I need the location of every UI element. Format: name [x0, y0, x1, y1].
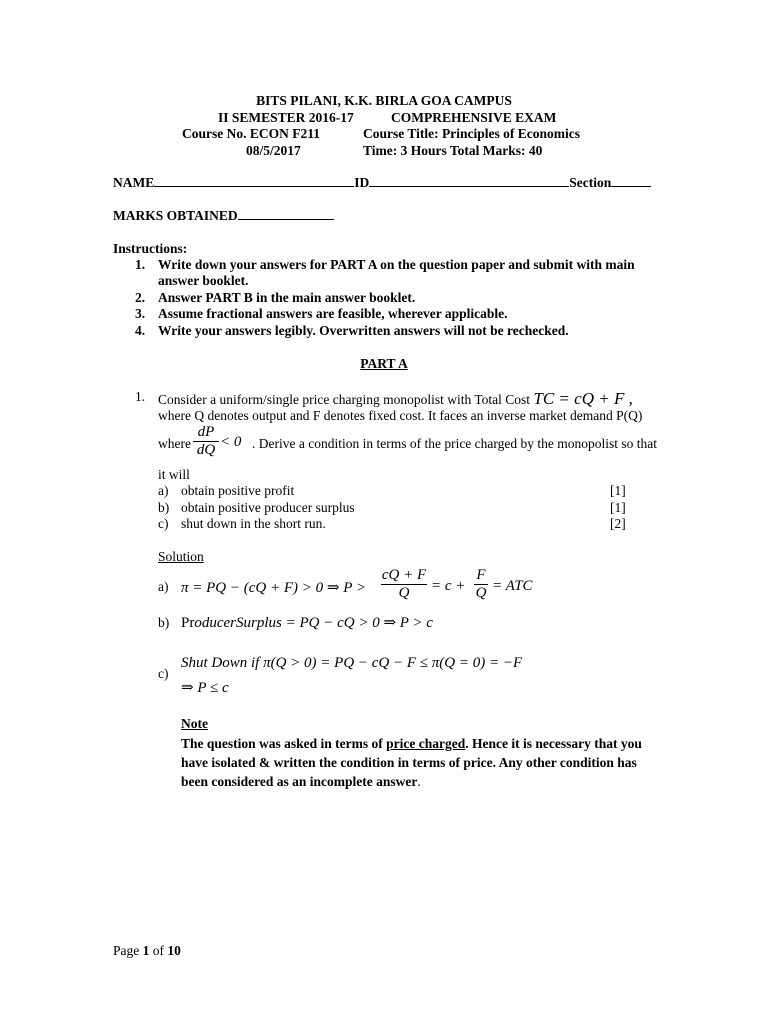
part-title: PART A	[360, 356, 408, 371]
solution-c-line-2: ⇒ P ≤ c	[181, 680, 229, 696]
id-blank	[369, 175, 569, 187]
section-blank	[611, 175, 651, 187]
marks-label: MARKS OBTAINED	[113, 208, 238, 223]
derivative-relation: < 0	[220, 434, 242, 450]
part-a-label: a)	[158, 483, 169, 498]
solution-a-mid: = c +	[431, 578, 466, 594]
part-a-text: obtain positive profit	[181, 483, 295, 498]
name-blank	[154, 175, 354, 187]
instruction-4: Write your answers legibly. Overwritten answers will not be rechecked.	[158, 323, 569, 338]
section-label: Section	[569, 175, 612, 190]
solution-a-fraction-1-den: Q	[398, 585, 410, 601]
part-b-marks: [1]	[610, 500, 626, 515]
exam-type: COMPREHENSIVE EXAM	[391, 110, 557, 125]
page-word: Page	[113, 943, 140, 958]
solution-a-end: = ATC	[492, 578, 533, 594]
derivative-fraction	[193, 424, 219, 459]
question-text-3: . Derive a condition in terms of the price charged by the monopolist so that	[252, 436, 658, 451]
course-number: Course No. ECON F211	[182, 126, 320, 141]
semester: II SEMESTER 2016-17	[218, 110, 354, 125]
solution-b-formula	[181, 613, 433, 632]
part-a-marks: [1]	[610, 483, 626, 498]
page-total: 10	[167, 943, 181, 958]
name-field	[113, 175, 651, 191]
instructions-title: Instructions:	[113, 241, 188, 256]
part-c-text: shut down in the short run.	[181, 516, 326, 531]
marks-blank	[238, 208, 334, 220]
derivative-numerator: dP	[193, 424, 219, 442]
question-text-2: where Q denotes output and F denotes fixed cost. It faces an inverse market demand P(Q)	[158, 408, 643, 423]
solution-c-label: c)	[158, 666, 169, 681]
part-c-label: c)	[158, 516, 169, 531]
note-line-1	[181, 736, 642, 752]
where-label: where	[158, 436, 191, 451]
exam-date: 08/5/2017	[246, 143, 301, 158]
instruction-1-num: 1.	[135, 257, 146, 272]
solution-a-fraction-2-den: Q	[475, 585, 487, 601]
note-title: Note	[181, 716, 208, 731]
instruction-3-num: 3.	[135, 306, 146, 321]
instruction-1: Write down your answers for PART A on the question paper and submit with main	[158, 257, 635, 272]
part-b-label: b)	[158, 500, 170, 515]
page-number: 1	[142, 943, 150, 958]
id-label: ID	[354, 175, 370, 190]
instruction-3: Assume fractional answers are feasible, wherever applicable.	[158, 306, 508, 321]
instruction-2: Answer PART B in the main answer booklet.	[158, 290, 416, 305]
note-line-3	[181, 774, 421, 790]
time-marks: Time: 3 Hours Total Marks: 40	[363, 143, 543, 158]
solution-c-line-1: Shut Down if π(Q > 0) = PQ − cQ − F ≤ π(Q = 0) = −F	[181, 655, 523, 671]
solution-b-text: oducerSurplus = PQ − cQ > 0 ⇒ P > c	[194, 615, 433, 631]
instruction-4-num: 4.	[135, 323, 146, 338]
note-line-1-pre: The question was asked in terms of	[181, 736, 387, 751]
tc-formula: TC = cQ + F ,	[533, 389, 633, 408]
note-emphasis: price charged	[386, 736, 466, 751]
note-line-3-end: .	[417, 774, 421, 789]
part-b-text: obtain positive producer surplus	[181, 500, 355, 515]
solution-b-prefix: Pr	[181, 615, 195, 631]
solution-a-fraction-2-num: F	[474, 567, 488, 585]
solution-title: Solution	[158, 549, 204, 564]
course-title: Course Title: Principles of Economics	[363, 126, 580, 141]
derivative-denominator: dQ	[196, 442, 216, 458]
solution-a-fraction-1	[381, 567, 427, 602]
header-line-1: BITS PILANI, K.K. BIRLA GOA CAMPUS	[256, 93, 512, 108]
solution-a-label: a)	[158, 579, 169, 594]
question-number: 1.	[135, 389, 146, 404]
instruction-2-num: 2.	[135, 290, 146, 305]
instruction-1-cont: answer booklet.	[158, 273, 249, 288]
solution-b-label: b)	[158, 615, 170, 630]
question-text-1-a: Consider a uniform/single price charging monopolist with Total Cost	[158, 392, 531, 407]
question-text-1	[158, 389, 633, 409]
of-word: of	[152, 943, 164, 958]
name-label: NAME	[113, 175, 155, 190]
solution-a-lhs: π = PQ − (cQ + F) > 0 ⇒ P >	[181, 580, 366, 596]
note-line-2: have isolated & written the condition in terms of price. Any other condition has	[181, 755, 637, 770]
note-line-3-text: been considered as an incomplete answer	[181, 774, 418, 789]
note-line-1-post: . Hence it is necessary that you	[465, 736, 642, 751]
solution-a-fraction-1-num: cQ + F	[381, 567, 427, 583]
page-footer	[113, 943, 181, 959]
part-c-marks: [2]	[610, 516, 626, 531]
solution-a-fraction-2	[474, 567, 488, 602]
question-text-4: it will	[158, 467, 190, 482]
marks-field	[113, 208, 334, 224]
